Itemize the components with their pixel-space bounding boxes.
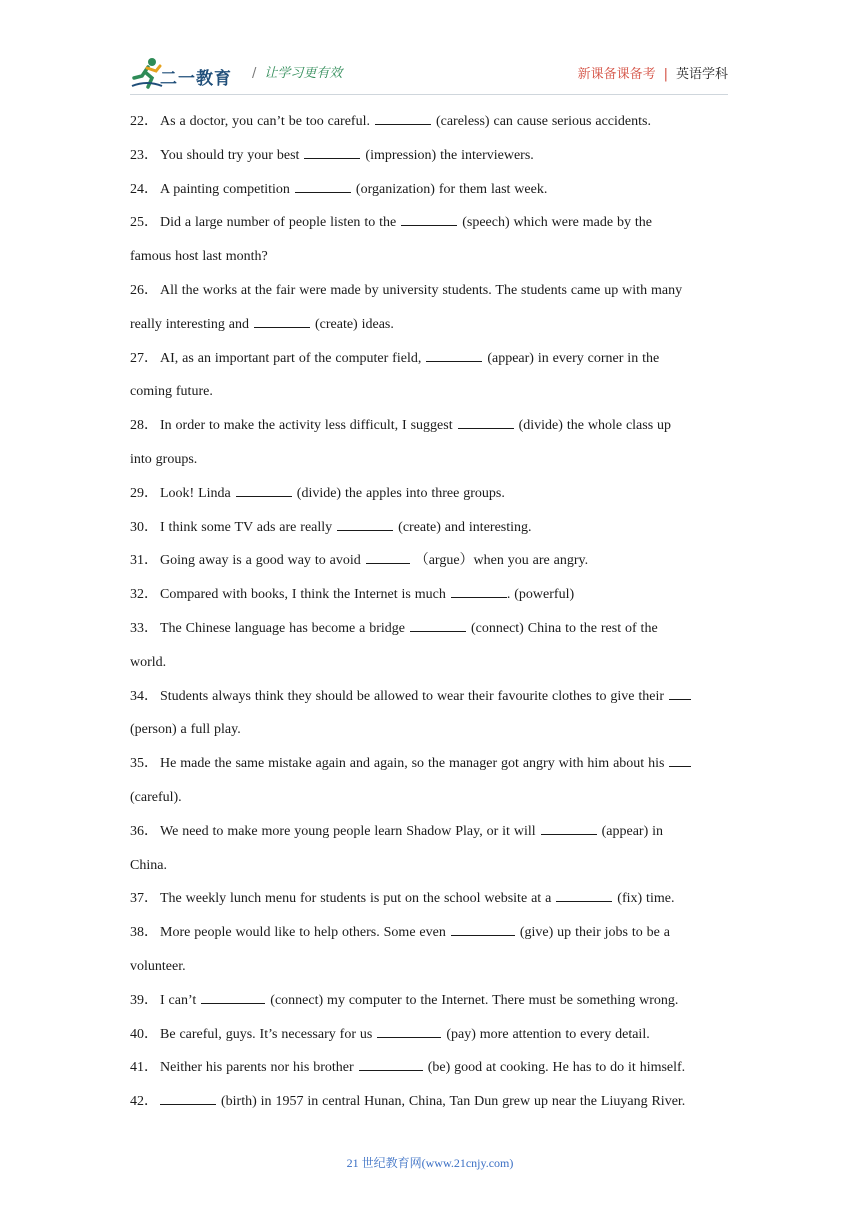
question-39: 39． I can’t (connect) my computer to the Internet. There must be something wrong. (130, 984, 730, 1018)
answer-blank[interactable] (254, 313, 310, 328)
runner-logo-icon (130, 56, 164, 90)
question-42: 42． (birth) in 1957 in central Hunan, China, Tan Dun grew up near the Liuyang River. (130, 1085, 730, 1119)
question-40: 40． Be careful, guys. It’s necessary for us (pay) more attention to every detail. (130, 1018, 730, 1052)
question-27: 27． AI, as an important part of the computer field, (appear) in every corner in the coming future. (130, 342, 730, 410)
question-26: 26． All the works at the fair were made by university students. The students came up with many really interesting and (create) ideas. (130, 282, 683, 332)
header-separator: | (663, 67, 668, 82)
answer-blank[interactable] (410, 617, 466, 632)
question-28: 28． In order to make the activity less difficult, I suggest (divide) the whole class up into groups. (130, 409, 730, 477)
answer-blank[interactable] (304, 144, 360, 159)
question-22: 22． As a doctor, you can’t be too careful. (careless) can cause serious accidents. (130, 105, 730, 139)
answer-blank[interactable] (377, 1023, 441, 1038)
question-33: 33． The Chinese language has become a bridge (connect) China to the rest of the world. (130, 612, 730, 680)
question-34: 34． Students always think they should be allowed to wear their favourite clothes to give their (person) a full play. (130, 680, 730, 748)
answer-blank[interactable] (366, 549, 410, 564)
answer-blank[interactable] (669, 685, 691, 700)
header-course-info (578, 63, 728, 82)
question-38: 38． More people would like to help others. Some even (give) up their jobs to be a volunteer. (130, 916, 730, 984)
answer-blank[interactable] (451, 583, 507, 598)
slash-divider-icon: / (252, 66, 257, 81)
question-23: 23． You should try your best (impression) the interviewers. (130, 139, 730, 173)
answer-blank[interactable] (669, 752, 691, 767)
question-41: 41． Neither his parents nor his brother (be) good at cooking. He has to do it himself. (130, 1051, 730, 1085)
answer-blank[interactable] (295, 178, 351, 193)
answer-blank[interactable] (359, 1056, 423, 1071)
answer-blank[interactable] (375, 110, 431, 125)
course-label: 新课备课备考 (577, 67, 656, 82)
answer-blank[interactable] (451, 921, 515, 936)
question-list (130, 105, 730, 1119)
answer-blank[interactable] (426, 347, 482, 362)
answer-blank[interactable] (236, 482, 292, 497)
page-header (130, 56, 728, 92)
logo (130, 56, 240, 90)
answer-blank[interactable] (337, 516, 393, 531)
question-37: 37． The weekly lunch menu for students is put on the school website at a (fix) time. (130, 882, 730, 916)
question-30: 30． I think some TV ads are really (create) and interesting. (130, 511, 730, 545)
subject-label: 英语学科 (675, 67, 728, 82)
question-31: 31． Going away is a good way to avoid （argue）when you are angry. (130, 544, 730, 578)
logo-text: 二一教育 (160, 69, 232, 89)
answer-blank[interactable] (556, 887, 612, 902)
header-divider (130, 94, 728, 95)
answer-blank[interactable] (541, 820, 597, 835)
answer-blank[interactable] (401, 211, 457, 226)
question-32: 32． Compared with books, I think the Internet is much . (powerful) (130, 578, 730, 612)
question-36: 36． We need to make more young people learn Shadow Play, or it will (appear) in China. (130, 815, 730, 883)
question-35: 35． He made the same mistake again and again, so the manager got angry with him about his (careful). (130, 747, 730, 815)
slogan (252, 62, 342, 81)
question-25: 25． Did a large number of people listen to the (speech) which were made by the famous host last month? (130, 206, 730, 274)
answer-blank[interactable] (458, 414, 514, 429)
page-footer: 21 世纪教育网(www.21cnjy.com) (346, 1156, 514, 1170)
question-29: 29． Look! Linda (divide) the apples into three groups. (130, 477, 730, 511)
slogan-text: 让学习更有效 (264, 66, 343, 81)
answer-blank[interactable] (201, 989, 265, 1004)
answer-blank[interactable] (160, 1090, 216, 1105)
question-24: 24． A painting competition (organization) for them last week. (130, 173, 730, 207)
